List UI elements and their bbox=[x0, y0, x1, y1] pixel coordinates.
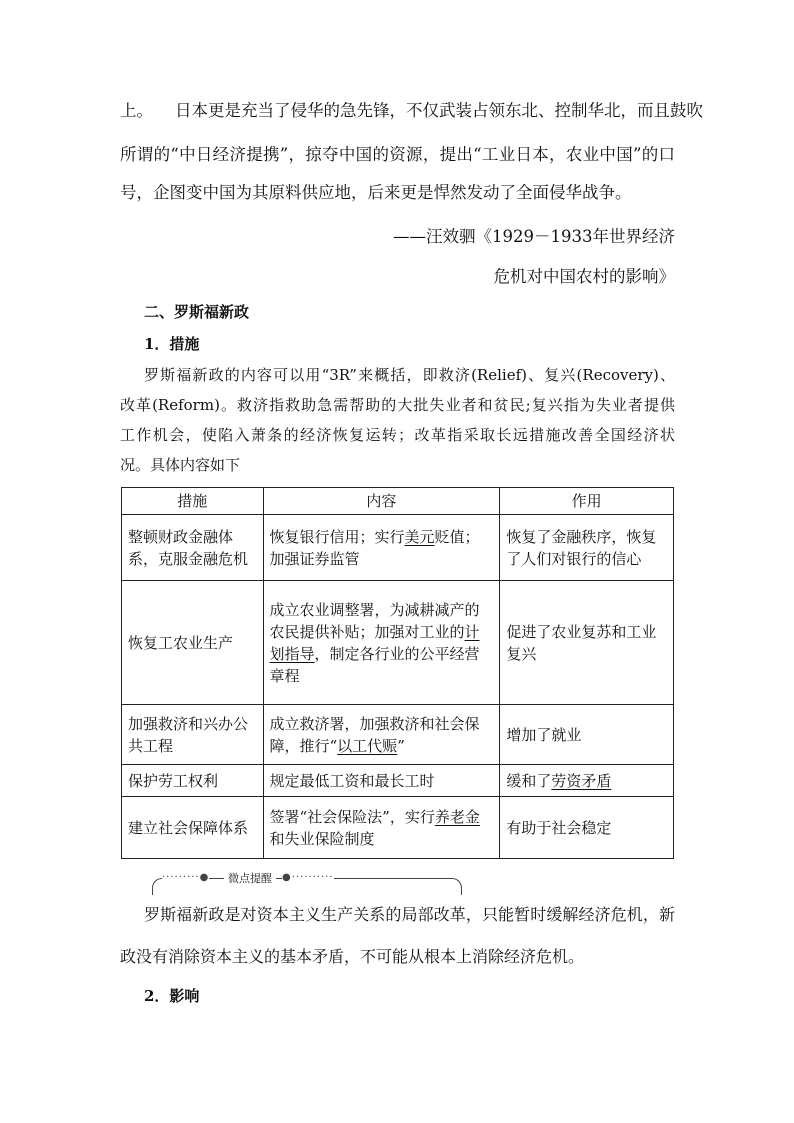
para-line-1: 罗斯福新政的内容可以用“3R”来概括，即救济(Relief)、复兴(Recovery)、 bbox=[144, 366, 675, 384]
cell-effect: 缓和了劳资矛盾 bbox=[500, 765, 674, 797]
subheading-impact: 2．影响 bbox=[144, 987, 200, 1005]
cell-effect: 增加了就业 bbox=[500, 705, 674, 765]
tip-label: 微点提醒 bbox=[224, 870, 276, 886]
cell-measure: 保护劳工权利 bbox=[122, 765, 264, 797]
intro-line-1-start: 上。 bbox=[120, 101, 153, 120]
cell-content: 签署“社会保险法”，实行养老金和失业保险制度 bbox=[263, 797, 500, 859]
table-header-row bbox=[122, 488, 674, 515]
table-row bbox=[122, 581, 674, 705]
header-measure: 措施 bbox=[122, 488, 264, 515]
tip-line-2: 政没有消除资本主义的基本矛盾，不可能从根本上消除经济危机。 bbox=[120, 947, 585, 966]
cell-effect: 促进了农业复苏和工业复兴 bbox=[500, 581, 674, 705]
citation-line-2: 危机对中国农村的影响》 bbox=[493, 267, 675, 286]
header-effect: 作用 bbox=[500, 488, 674, 515]
tip-dots-right: ●·········· bbox=[282, 872, 334, 883]
table-row bbox=[122, 705, 674, 765]
subheading-measures: 1．措施 bbox=[144, 335, 200, 353]
intro-line-1 bbox=[120, 100, 703, 122]
cell-content: 成立农业调整署，为减耕减产的农民提供补贴；加强对工业的计划指导，制定各行业的公平经营章程 bbox=[263, 581, 500, 705]
section-heading: 二、罗斯福新政 bbox=[144, 303, 250, 321]
cell-content: 成立救济署，加强救济和社会保障，推行“以工代赈” bbox=[263, 705, 500, 765]
table-row bbox=[122, 515, 674, 581]
cell-measure: 建立社会保障体系 bbox=[122, 797, 264, 859]
para-line-3: 工作机会，使陷入萧条的经济恢复运转；改革指采取长远措施改善全国经济状 bbox=[120, 426, 675, 444]
citation-line-1: ——汪效驷《1929－1933年世界经济 bbox=[393, 227, 675, 246]
cell-measure: 加强救济和兴办公共工程 bbox=[122, 705, 264, 765]
measures-table bbox=[121, 487, 674, 859]
cell-effect: 恢复了金融秩序，恢复了人们对银行的信心 bbox=[500, 515, 674, 581]
tip-banner bbox=[152, 868, 462, 894]
cell-measure: 恢复工农业生产 bbox=[122, 581, 264, 705]
para-line-4: 况。具体内容如下 bbox=[120, 456, 241, 474]
para-line-2: 改革(Reform)。救济指救助急需帮助的大批失业者和贫民;复兴指为失业者提供 bbox=[120, 396, 675, 414]
tip-dots-left: ·········● bbox=[162, 872, 210, 883]
tip-line-1: 罗斯福新政是对资本主义生产关系的局部改革，只能暂时缓解经济危机，新 bbox=[144, 905, 675, 924]
intro-line-2: 所谓的“中日经济提携”，掠夺中国的资源，提出“工业日本，农业中国”的口 bbox=[120, 145, 675, 164]
cell-content: 恢复银行信用；实行美元贬值；加强证券监管 bbox=[263, 515, 500, 581]
table-row bbox=[122, 797, 674, 859]
header-content: 内容 bbox=[263, 488, 500, 515]
cell-content: 规定最低工资和最长工时 bbox=[263, 765, 500, 797]
cell-measure: 整顿财政金融体系，克服金融危机 bbox=[122, 515, 264, 581]
cell-effect: 有助于社会稳定 bbox=[500, 797, 674, 859]
intro-line-3: 号，企图变中国为其原料供应地，后来更是悍然发动了全面侵华战争。 bbox=[120, 183, 632, 202]
table-row bbox=[122, 765, 674, 797]
intro-line-1-rest: 日本更是充当了侵华的急先锋，不仅武装占领东北、控制华北，而且鼓吹 bbox=[175, 101, 703, 120]
